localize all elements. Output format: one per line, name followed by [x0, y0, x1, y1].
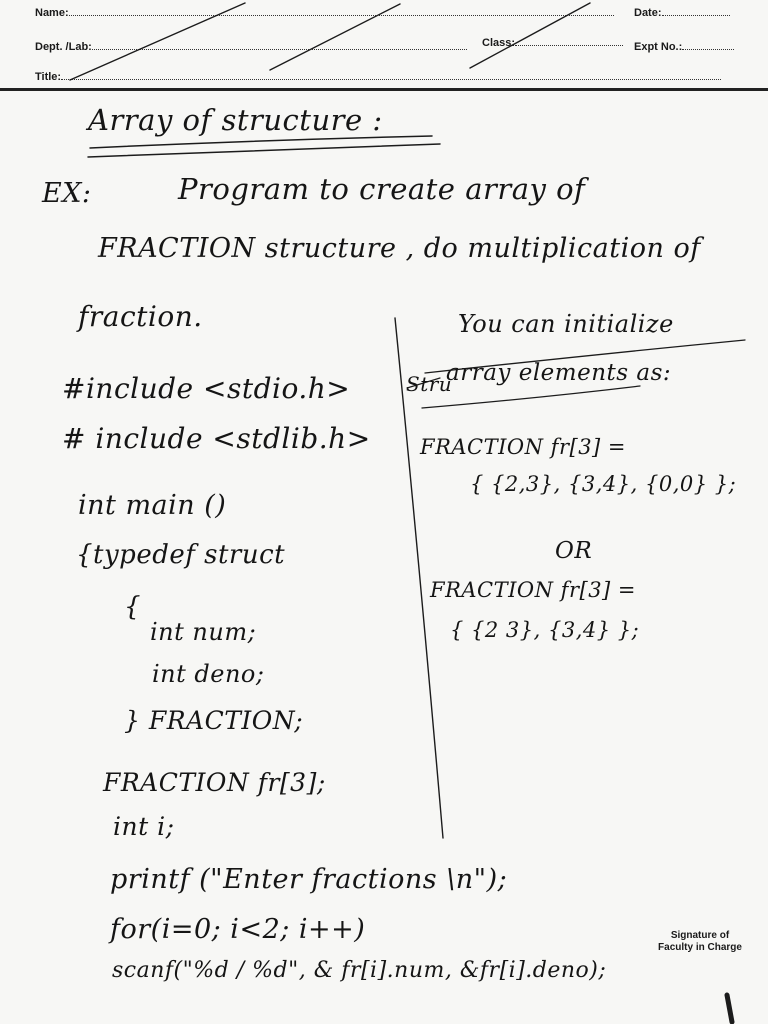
code-line-typedef: {typedef struct	[76, 540, 286, 570]
init-example-2-line-2: { {2 3}, {3,4} };	[450, 618, 640, 642]
header-strike-3	[470, 3, 590, 68]
side-note-struck-word: Stru	[406, 372, 453, 396]
dept-label: Dept. /Lab:	[35, 41, 92, 53]
side-note-line-2: array elements as:	[446, 360, 672, 386]
code-line-include-stdlib: # include <stdlib.h>	[62, 422, 371, 455]
code-line-scanf: scanf("%d / %d", & fr[i].num, &fr[i].deno);	[112, 958, 607, 983]
header-strike-1	[70, 3, 245, 80]
header-strike-2	[270, 4, 400, 70]
heading-array-of-structure: Array of structure :	[88, 103, 383, 137]
code-line-include-stdio: #include <stdio.h>	[62, 372, 351, 405]
code-line-for: for(i=0; i<2; i++)	[110, 914, 366, 945]
name-label: Name:	[35, 7, 69, 19]
code-line-open-brace: {	[124, 592, 142, 622]
signature-box	[650, 930, 750, 954]
init-example-1-line-2: { {2,3}, {3,4}, {0,0} };	[470, 472, 737, 496]
date-label: Date:	[634, 7, 662, 19]
intro-line-1: Program to create array of	[178, 172, 586, 206]
example-label: EX:	[42, 178, 92, 209]
code-line-main: int main ()	[78, 490, 227, 521]
code-line-int-deno: int deno;	[152, 660, 265, 688]
init-example-2-line-1: FRACTION fr[3] =	[430, 578, 637, 602]
or-label: OR	[555, 538, 593, 564]
page-edge-mark	[727, 995, 732, 1022]
intro-line-2: FRACTION structure , do multiplication of	[98, 233, 701, 264]
expt-label: Expt No.:	[634, 41, 683, 53]
code-line-int-i: int i;	[113, 812, 175, 841]
code-line-close-typedef: } FRACTION;	[124, 706, 304, 735]
side-note-underline-2	[422, 386, 640, 408]
code-line-printf: printf ("Enter fractions \n");	[110, 864, 508, 895]
code-line-int-num: int num;	[150, 618, 257, 646]
signature-line-1: Signature of	[670, 930, 730, 941]
class-label: Class:	[482, 37, 516, 49]
code-line-fraction-array: FRACTION fr[3];	[103, 768, 326, 797]
side-note-line-1: You can initialize	[458, 310, 674, 338]
init-example-1-line-1: FRACTION fr[3] =	[420, 435, 627, 459]
intro-line-3: fraction.	[78, 300, 203, 333]
signature-line-2: Faculty in Charge	[658, 942, 742, 953]
title-label: Title:	[35, 71, 62, 83]
